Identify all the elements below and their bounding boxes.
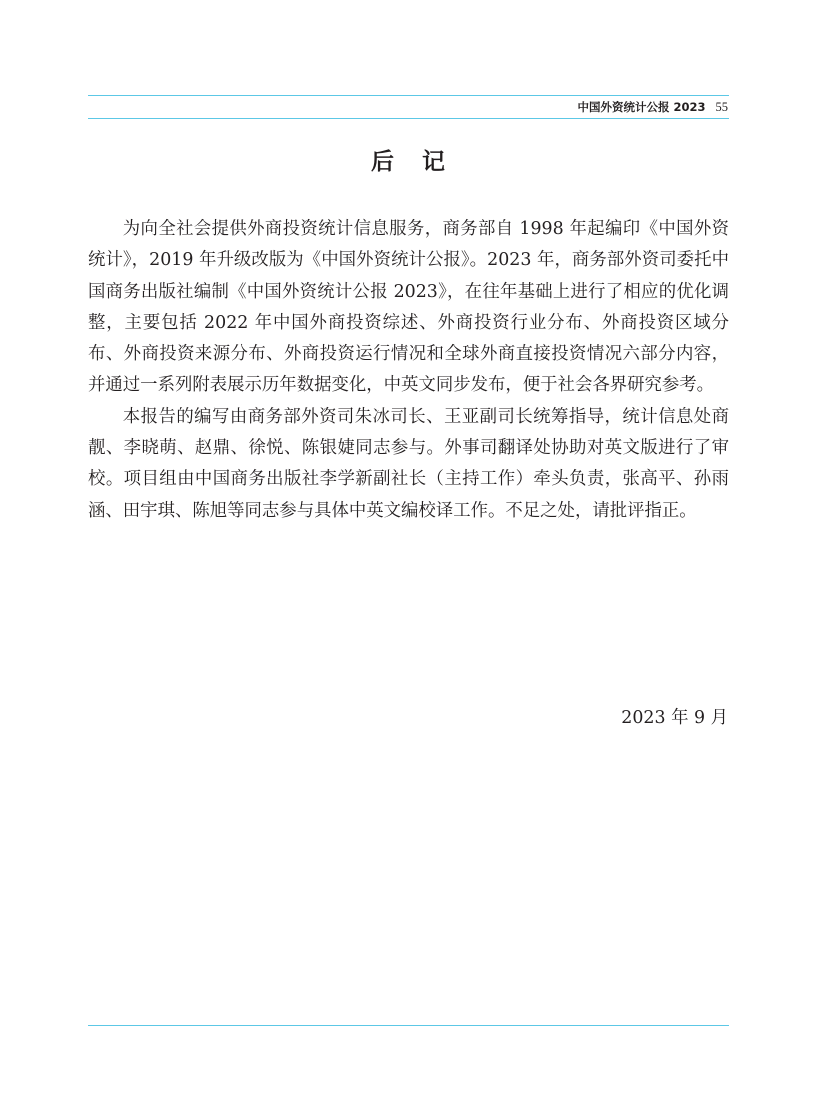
section-title: 后记 [371,149,473,175]
body-text [88,214,729,527]
page-number: 55 [715,100,728,114]
running-header [577,98,728,116]
paragraph-acknowledgements: 本报告的编写由商务部外资司朱冰司长、王亚副司长统筹指导，统计信息处商靓、李晓萌、赵鼎、徐悦、陈银婕同志参与。外事司翻译处协助对英文版进行了审校。项目组由中国商务出版社李学新副社长（主持工作）牵头负责，张高平、孙雨涵、田宇琪、陈旭等同志参与具体中英文编校译工作。不足之处，请批评指正。 [88,406,729,521]
footer-rule [88,1025,729,1026]
paragraph-intro: 为向全社会提供外商投资统计信息服务，商务部自 1998 年起编印《中国外资统计》，2019 年升级改版为《中国外资统计公报》。2023 年，商务部外资司委托中国商务出版社编制《中国外资统计公报 2023》，在往年基础上进行了相应的优化调整，主要包括 2022 年中国外商投资综述、外商投资行业分布、外商投资区域分布、外商投资来源分布、外商投资运行情况和全球外商直接投资情况六部分内容，并通过一系列附表展示历年数据变化，中英文同步发布，便于社会各界研究参考。 [88,219,729,396]
header-rule-bottom [88,118,729,119]
signoff-date: 2023 年 9 月 [621,708,728,728]
publication-title: 中国外资统计公报 2023 [577,100,706,114]
header-rule-top [88,95,729,96]
